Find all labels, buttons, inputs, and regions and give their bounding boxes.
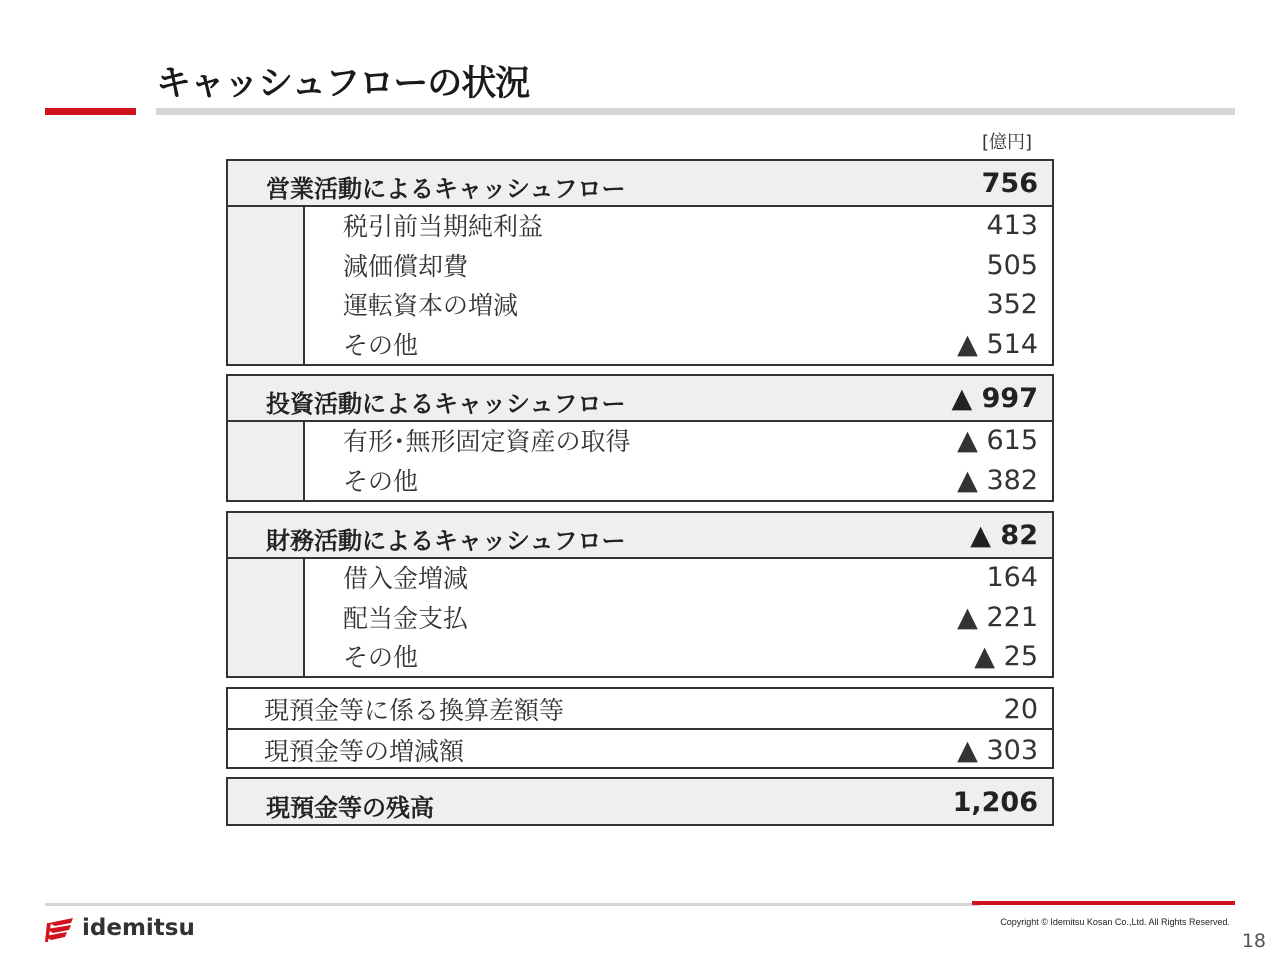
financing-cf-label: 財務活動によるキャッシュフロー — [266, 527, 626, 555]
financing-cf-header — [228, 513, 1052, 559]
copyright-notice: Copyright © Idemitsu Kosan Co.,Ltd. All Rights Reserved. — [1000, 917, 1230, 927]
row-label: 現預金等の増減額 — [264, 737, 465, 766]
investing-cf-header — [228, 376, 1052, 422]
footer-divider — [45, 903, 980, 906]
row-label: その他 — [343, 466, 419, 496]
row-value: 413 — [986, 210, 1038, 241]
cash-change-section — [226, 687, 1054, 769]
logo-wordmark: idemitsu — [82, 915, 195, 941]
financing-cf-section — [226, 511, 1054, 678]
title-accent-bar — [45, 108, 136, 115]
row-value: 164 — [986, 562, 1038, 593]
table-row — [305, 638, 1052, 678]
row-value: ▲ 382 — [957, 464, 1038, 496]
table-row — [305, 462, 1052, 502]
unit-label: [億円] — [982, 132, 1033, 153]
row-label: 税引前当期純利益 — [343, 212, 544, 241]
row-value: ▲ 221 — [957, 601, 1038, 633]
financing-cf-items — [303, 559, 1052, 676]
row-label: その他 — [343, 643, 419, 672]
financing-cf-value: ▲ 82 — [970, 520, 1038, 551]
operating-cf-label: 営業活動によるキャッシュフロー — [266, 175, 626, 203]
page-number: 18 — [1241, 930, 1266, 952]
operating-cf-section — [226, 159, 1054, 366]
row-label: 現預金等に係る換算差額等 — [264, 696, 565, 725]
investing-cf-value: ▲ 997 — [951, 383, 1038, 414]
idemitsu-emblem-icon — [45, 917, 77, 943]
row-value: ▲ 303 — [957, 735, 1038, 766]
investing-cf-items — [303, 422, 1052, 500]
row-label: その他 — [343, 330, 419, 360]
table-row — [305, 559, 1052, 599]
investing-cf-section — [226, 374, 1054, 502]
table-row — [305, 207, 1052, 247]
table-row — [305, 326, 1052, 366]
operating-cf-header — [228, 161, 1052, 207]
table-row — [305, 599, 1052, 639]
row-value: 505 — [986, 249, 1038, 281]
operating-cf-value: 756 — [981, 168, 1038, 199]
footer-accent-bar — [972, 901, 1235, 905]
row-label: 運転資本の増減 — [343, 291, 519, 320]
row-value: 20 — [1003, 694, 1038, 725]
row-value: ▲ 25 — [974, 641, 1038, 672]
row-label: 減価償却費 — [343, 251, 469, 281]
table-row — [305, 422, 1052, 462]
row-value: 352 — [986, 289, 1038, 320]
row-label: 配当金支払 — [343, 603, 469, 633]
table-row — [305, 247, 1052, 287]
row-value: ▲ 514 — [957, 328, 1038, 360]
ending-balance-label: 現預金等の残高 — [266, 794, 434, 822]
row-label: 有形･無形固定資産の取得 — [343, 427, 631, 456]
investing-cf-label: 投資活動によるキャッシュフロー — [266, 390, 626, 418]
table-row — [305, 286, 1052, 326]
ending-balance-value: 1,206 — [952, 787, 1038, 818]
row-label: 借入金増減 — [343, 564, 469, 593]
table-row — [228, 689, 1052, 728]
operating-cf-items — [303, 207, 1052, 364]
table-row — [228, 728, 1052, 769]
title-divider — [156, 108, 1235, 115]
page-title: キャッシュフローの状況 — [156, 64, 530, 104]
ending-balance-section — [226, 777, 1054, 826]
row-value: ▲ 615 — [957, 425, 1038, 456]
